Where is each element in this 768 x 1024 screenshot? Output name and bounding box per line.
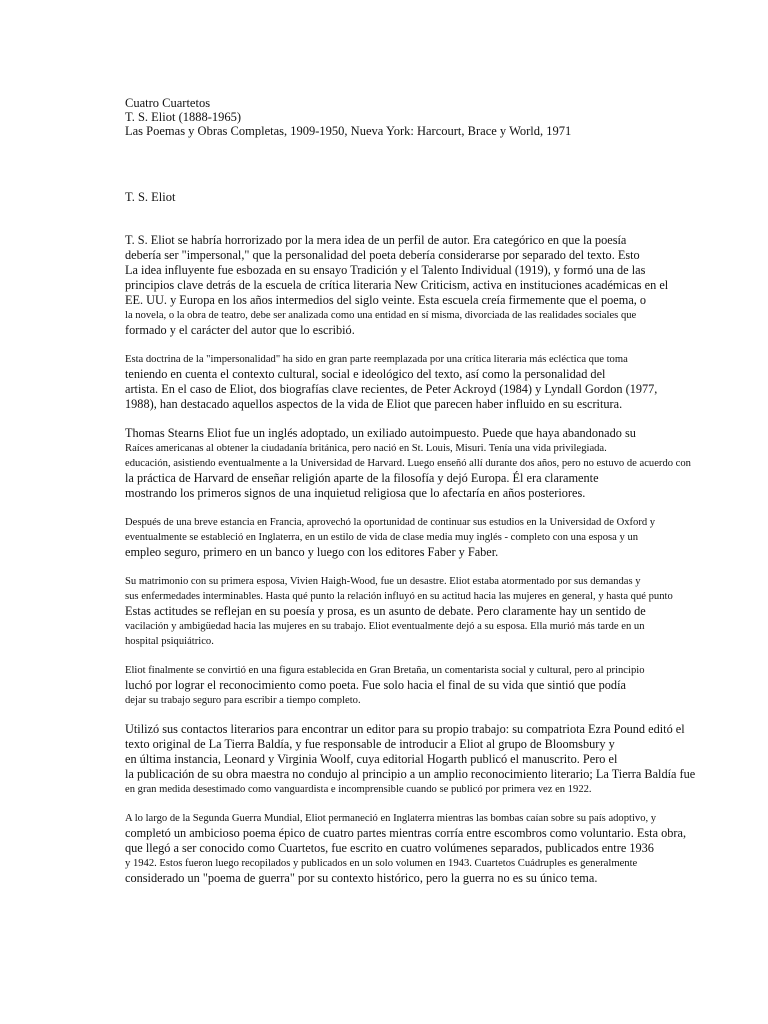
text-line: vacilación y ambigüedad hacia las mujeres en su trabajo. Eliot eventualmente dejó a su esposa. Ella murió más tarde en un xyxy=(125,621,645,632)
author-heading: T. S. Eliot xyxy=(125,190,176,204)
text-line: y 1942. Estos fueron luego recopilados y publicados en un solo volumen en 1943. Cuartetos Cuádruples es generalmente xyxy=(125,858,638,869)
text-line: completó un ambicioso poema épico de cuatro partes mientras corría entre escombros como voluntario. Esta obra, xyxy=(125,826,687,840)
text-line: empleo seguro, primero en un banco y luego con los editores Faber y Faber. xyxy=(125,545,499,559)
text-line: la novela, o la obra de teatro, debe ser analizada como una entidad en sí misma, divorciada de las realidades sociales que xyxy=(125,310,637,321)
text-line: T. S. Eliot se habría horrorizado por la mera idea de un perfil de autor. Era categórico en que la poesía xyxy=(125,233,627,247)
text-line: debería ser "impersonal," que la personalidad del poeta debería considerarse por separado del texto. Esto xyxy=(125,248,640,262)
text-line: considerado un "poema de guerra" por su contexto histórico, pero la guerra no es su único tema. xyxy=(125,871,598,885)
text-line: Raíces americanas al obtener la ciudadanía británica, pero nació en St. Louis, Misuri. Tenía una vida privilegiada. xyxy=(125,443,607,454)
text-line: en última instancia, Leonard y Virginia Woolf, cuya editorial Hogarth publicó el manuscrito. Pero el xyxy=(125,752,618,766)
body-text xyxy=(125,233,705,886)
text-line: eventualmente se estableció en Inglaterra, en un estilo de vida de clase media muy inglés - completo con una esposa y un xyxy=(125,532,639,543)
text-line: educación, asistiendo eventualmente a la Universidad de Harvard. Luego enseñó allí durante dos años, pero no estuvo de acuerdo con xyxy=(125,458,691,469)
text-line: la práctica de Harvard de enseñar religión aparte de la filosofía y dejó Europa. Él era claramente xyxy=(125,471,599,485)
text-line: luchó por lograr el reconocimiento como poeta. Fue solo hacia el final de su vida que sintió que podía xyxy=(125,678,626,692)
author-dates: T. S. Eliot (1888-1965) xyxy=(125,110,242,124)
text-line: mostrando los primeros signos de una inquietud religiosa que lo afectaría en años posteriores. xyxy=(125,486,586,500)
text-line: teniendo en cuenta el contexto cultural, social e ideológico del texto, así como la personalidad del xyxy=(125,367,606,381)
text-line: sus enfermedades interminables. Hasta qué punto la relación influyó en su actitud hacia las mujeres en general, y hasta qué punto xyxy=(125,591,673,602)
paragraph xyxy=(125,352,705,412)
document-title: Cuatro Cuartetos xyxy=(125,96,211,110)
text-line: Thomas Stearns Eliot fue un inglés adoptado, un exiliado autoimpuesto. Puede que haya abandonado su xyxy=(125,426,636,440)
paragraph xyxy=(125,515,705,560)
text-line: Utilizó sus contactos literarios para encontrar un editor para su propio trabajo: su compatriota Ezra Pound editó el xyxy=(125,722,685,736)
text-line: Estas actitudes se reflejan en su poesía y prosa, es un asunto de debate. Pero claramente hay un sentido de xyxy=(125,604,646,618)
text-line: A lo largo de la Segunda Guerra Mundial, Eliot permaneció en Inglaterra mientras las bombas caían sobre su país adoptivo, y xyxy=(125,813,657,824)
paragraph xyxy=(125,663,705,708)
text-line: la publicación de su obra maestra no condujo al principio a un amplio reconocimiento literario; La Tierra Baldía fue xyxy=(125,767,696,781)
text-line: que llegó a ser conocido como Cuartetos, fue escrito en cuatro volúmenes separados, publicados entre 1936 xyxy=(125,841,654,855)
text-line: principios clave detrás de la escuela de crítica literaria New Criticism, activa en instituciones académicas en el xyxy=(125,278,669,292)
text-line: Esta doctrina de la "impersonalidad" ha sido en gran parte reemplazada por una crítica literaria más ecléctica que toma xyxy=(125,354,628,365)
paragraph xyxy=(125,811,705,886)
text-line: EE. UU. y Europa en los años intermedios del siglo veinte. Esta escuela creía firmemente que el poema, o xyxy=(125,293,647,307)
text-line: 1988), han destacado aquellos aspectos de la vida de Eliot que parecen haber influido en su escritura. xyxy=(125,397,623,411)
paragraph xyxy=(125,233,705,338)
text-line: Después de una breve estancia en Francia, aprovechó la oportunidad de continuar sus estudios en la Universidad de Oxford y xyxy=(125,517,656,528)
paragraph xyxy=(125,426,705,501)
paragraph xyxy=(125,722,705,797)
text-line: Eliot finalmente se convirtió en una figura establecida en Gran Bretaña, un comentarista social y cultural, pero al principio xyxy=(125,665,645,676)
text-line: artista. En el caso de Eliot, dos biografías clave recientes, de Peter Ackroyd (1984) y Lyndall Gordon (1977, xyxy=(125,382,658,396)
source-citation: Las Poemas y Obras Completas, 1909-1950, Nueva York: Harcourt, Brace y World, 1971 xyxy=(125,124,572,138)
text-line: Su matrimonio con su primera esposa, Vivien Haigh-Wood, fue un desastre. Eliot estaba atormentado por sus demandas y xyxy=(125,576,641,587)
text-line: La idea influyente fue esbozada en su ensayo Tradición y el Talento Individual (1919), y formó una de las xyxy=(125,263,646,277)
document-page xyxy=(125,96,705,886)
text-line: en gran medida desestimado como vanguardista e incomprensible cuando se publicó por primera vez en 1922. xyxy=(125,784,592,795)
text-line: dejar su trabajo seguro para escribir a tiempo completo. xyxy=(125,695,361,706)
text-line: texto original de La Tierra Baldía, y fue responsable de introducir a Eliot al grupo de Bloomsbury y xyxy=(125,737,615,751)
paragraph xyxy=(125,574,705,649)
text-line: formado y el carácter del autor que lo escribió. xyxy=(125,323,355,337)
text-line: hospital psiquiátrico. xyxy=(125,636,214,647)
